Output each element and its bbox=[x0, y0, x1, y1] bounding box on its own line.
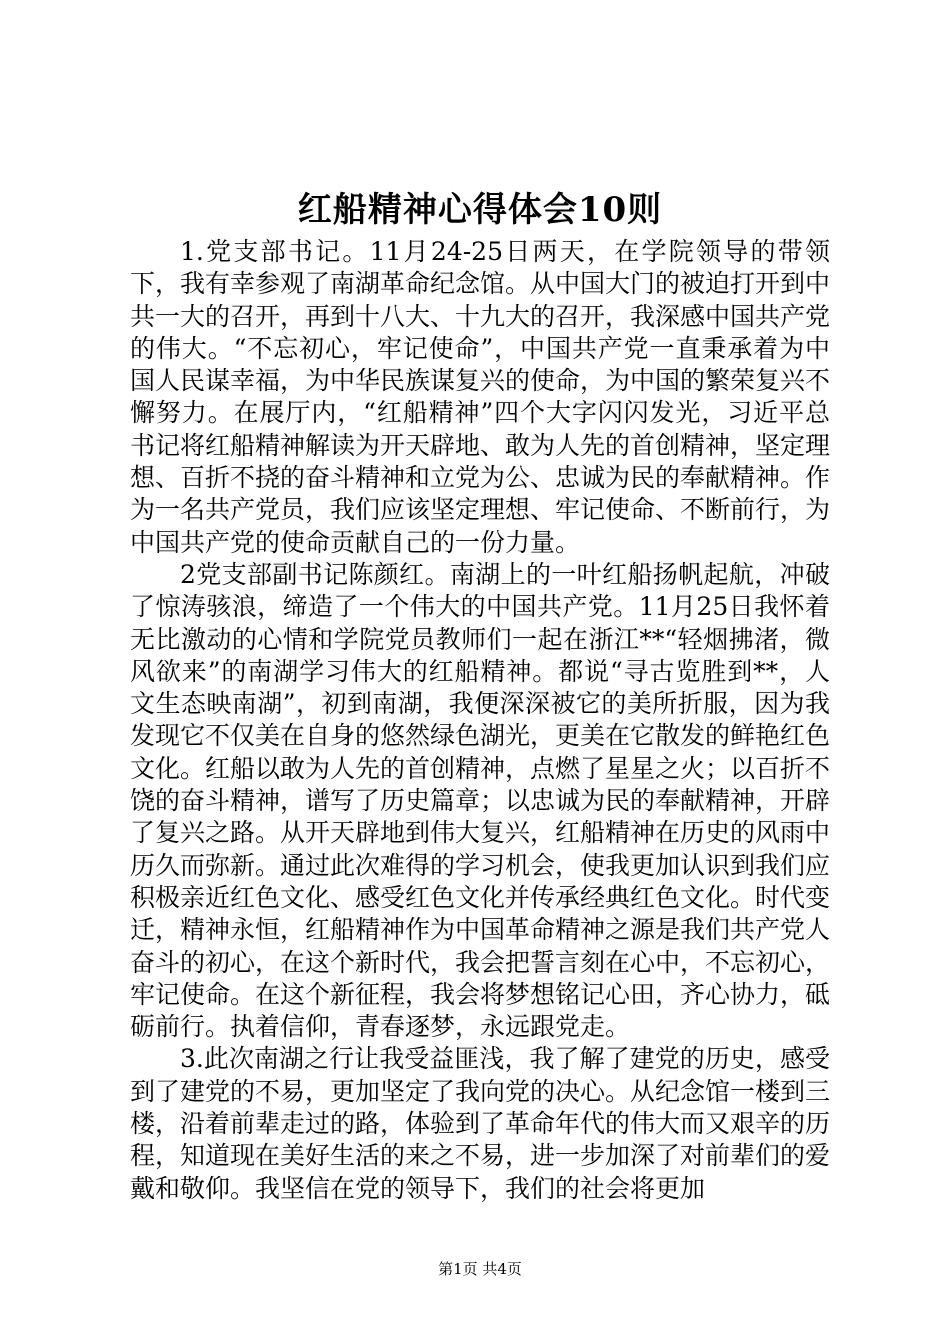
paragraph-3: 3.此次南湖之行让我受益匪浅，我了解了建党的历史，感受到了建党的不易，更加坚定了我向党的决心。从纪念馆一楼到三楼，沿着前辈走过的路，体验到了革命年代的伟大而又艰辛的历程，知道现在美好生活的来之不易，进一步加深了对前辈们的爱戴和敬仰。我坚信在党的领导下，我们的社会将更加 bbox=[130, 1044, 831, 1203]
document-body bbox=[130, 236, 830, 1205]
paragraph-2: 2党支部副书记陈颜红。南湖上的一叶红船扬帆起航，冲破了惊涛骇浪，缔造了一个伟大的中国共产党。11月25日我怀着无比激动的心情和学院党员教师们一起在浙江**“轻烟拂渚，微风欲来”的南湖学习伟大的红船精神。都说“寻古览胜到**，人文生态映南湖”，初到南湖，我便深深被它的美所折服，因为我发现它不仅美在自身的悠然绿色湖光，更美在它散发的鲜艳红色文化。红船以敢为人先的首创精神，点燃了星星之火；以百折不饶的奋斗精神，谱写了历史篇章；以忠诚为民的奉献精神，开辟了复兴之路。从开天辟地到伟大复兴，红船精神在历史的风雨中历久而弥新。通过此次难得的学习机会，使我更加认识到我们应积极亲近红色文化、感受红色文化并传承经典红色文化。时代变迁，精神永恒，红船精神作为中国革命精神之源是我们共产党人奋斗的初心，在这个新时代，我会把誓言刻在心中，不忘初心，牢记使命。在这个新征程，我会将梦想铭记心田，齐心协力，砥砺前行。执着信仰，青春逐梦，永远跟党走。 bbox=[130, 559, 831, 1042]
document-title: 红船精神心得体会10则 bbox=[297, 190, 663, 230]
paragraph-1: 1.党支部书记。11月24-25日两天，在学院领导的带领下，我有幸参观了南湖革命纪念馆。从中国大门的被迫打开到中共一大的召开，再到十八大、十九大的召开，我深感中国共产党的伟大。“不忘初心，牢记使命”，中国共产党一直秉承着为中国人民谋幸福，为中华民族谋复兴的使命，为中国的繁荣复兴不懈努力。在展厅内，“红船精神”四个大字闪闪发光，习近平总书记将红船精神解读为开天辟地、敢为人先的首创精神，坚定理想、百折不挠的奋斗精神和立党为公、忠诚为民的奉献精神。作为一名共产党员，我们应该坚定理想、牢记使命、不断前行，为中国共产党的使命贡献自己的一份力量。 bbox=[130, 237, 831, 557]
page-number-footer: 第1页 共4页 bbox=[438, 1260, 522, 1278]
document-page bbox=[130, 0, 830, 1344]
